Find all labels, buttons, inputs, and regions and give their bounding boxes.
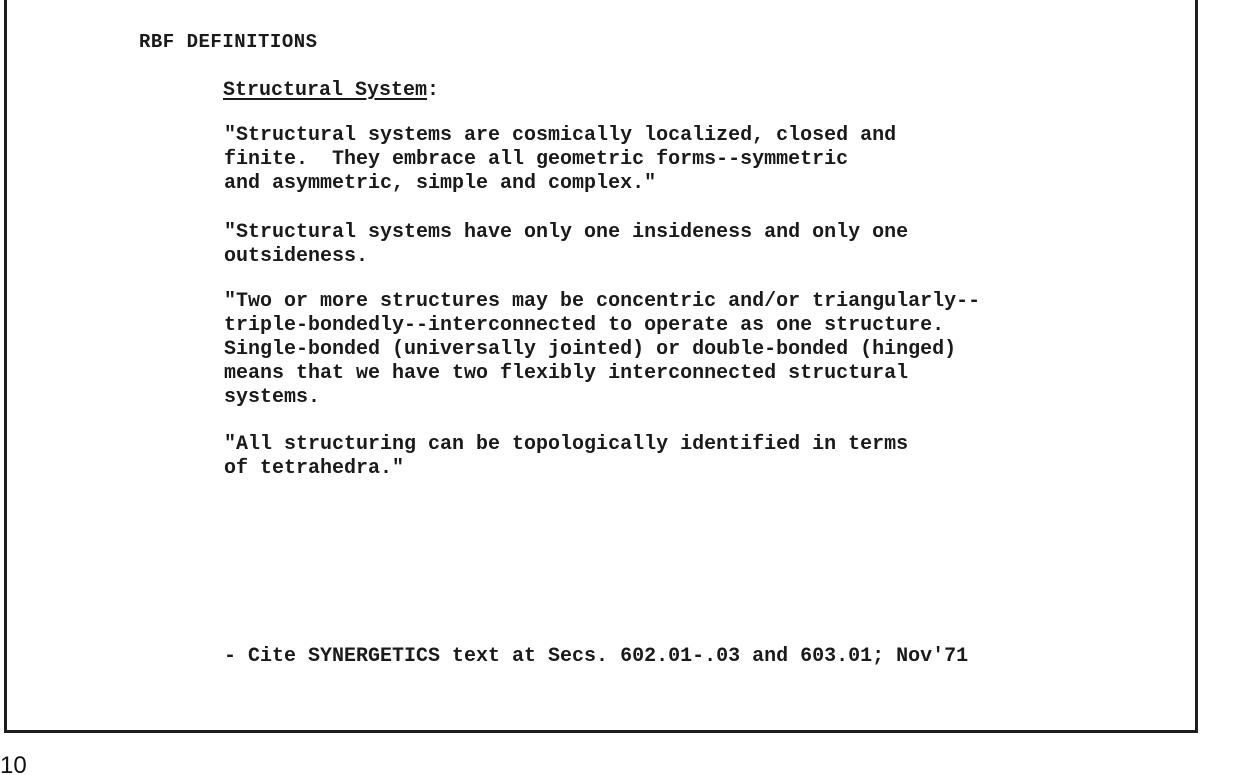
section-title-colon: :: [427, 79, 440, 102]
definition-paragraph-2: "Structural systems have only one insideness and only one outsideness.: [224, 221, 909, 268]
citation-line: - Cite SYNERGETICS text at Secs. 602.01-.03 and 603.01; Nov'71: [224, 645, 969, 668]
definition-paragraph-1: "Structural systems are cosmically localized, closed and finite. They embrace all geometric forms--symmetric and asymmetric, simple and complex.": [224, 124, 897, 195]
section-title: [223, 79, 439, 102]
section-title-text: Structural System: [223, 79, 428, 102]
page-number: 10: [0, 752, 27, 775]
definition-paragraph-4: "All structuring can be topologically identified in terms of tetrahedra.": [224, 433, 909, 480]
document-heading: RBF DEFINITIONS: [139, 31, 318, 53]
definition-paragraph-3: "Two or more structures may be concentric and/or triangularly-- triple-bondedly--interconnected to operate as one structure. Single-bonded (universally jointed) or double-bonded (hinged) means that we have two flexibly interconnected structural systems.: [224, 290, 981, 409]
